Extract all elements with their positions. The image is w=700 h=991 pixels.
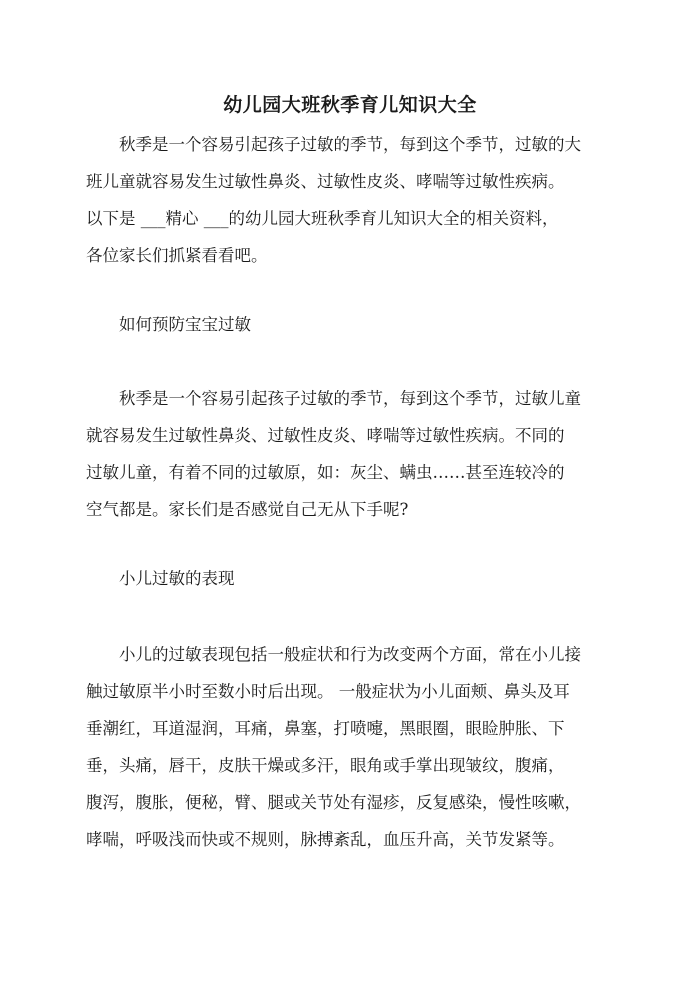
section-heading-symptoms: 小儿过敏的表现 bbox=[119, 569, 235, 588]
paragraph-line: 以下是 ___精心 ___的幼儿园大班秋季育儿知识大全的相关资料， bbox=[86, 209, 559, 228]
paragraph-line: 秋季是一个容易引起孩子过敏的季节，每到这个季节，过敏的大 bbox=[119, 135, 581, 154]
paragraph-line: 垂，头痛，唇干，皮肤干燥或多汗，眼角或手掌出现皱纹，腹痛， bbox=[86, 756, 565, 775]
paragraph-line: 空气都是。家长们是否感觉自己无从下手呢? bbox=[86, 500, 409, 519]
paragraph-line: 腹泻，腹胀，便秘，臂、腿或关节处有湿疹，反复感染，慢性咳嗽， bbox=[86, 793, 581, 812]
paragraph-line: 秋季是一个容易引起孩子过敏的季节，每到这个季节，过敏儿童 bbox=[119, 389, 581, 408]
paragraph-line: 就容易发生过敏性鼻炎、过敏性皮炎、哮喘等过敏性疾病。不同的 bbox=[86, 426, 565, 445]
paragraph-line: 哮喘，呼吸浅而快或不规则，脉搏紊乱，血压升高，关节发紧等。 bbox=[86, 830, 565, 849]
paragraph-line: 触过敏原半小时至数小时后出现。 一般症状为小儿面颊、鼻头及耳 bbox=[86, 682, 570, 701]
prevention-paragraph bbox=[86, 380, 606, 528]
paragraph-line: 过敏儿童，有着不同的过敏原，如：灰尘、螨虫……甚至连较冷的 bbox=[86, 463, 565, 482]
document-title: 幼儿园大班秋季育儿知识大全 bbox=[223, 94, 477, 116]
paragraph-line: 各位家长们抓紧看看吧。 bbox=[86, 246, 268, 265]
symptoms-paragraph bbox=[86, 636, 606, 858]
paragraph-line: 小儿的过敏表现包括一般症状和行为改变两个方面，常在小儿接 bbox=[119, 645, 581, 664]
intro-paragraph bbox=[86, 126, 606, 274]
paragraph-line: 班儿童就容易发生过敏性鼻炎、过敏性皮炎、哮喘等过敏性疾病。 bbox=[86, 172, 565, 191]
paragraph-line: 垂潮红，耳道湿润，耳痛，鼻塞，打喷嚏，黑眼圈，眼睑肿胀、下 bbox=[86, 719, 565, 738]
section-heading-prevention: 如何预防宝宝过敏 bbox=[119, 315, 251, 334]
